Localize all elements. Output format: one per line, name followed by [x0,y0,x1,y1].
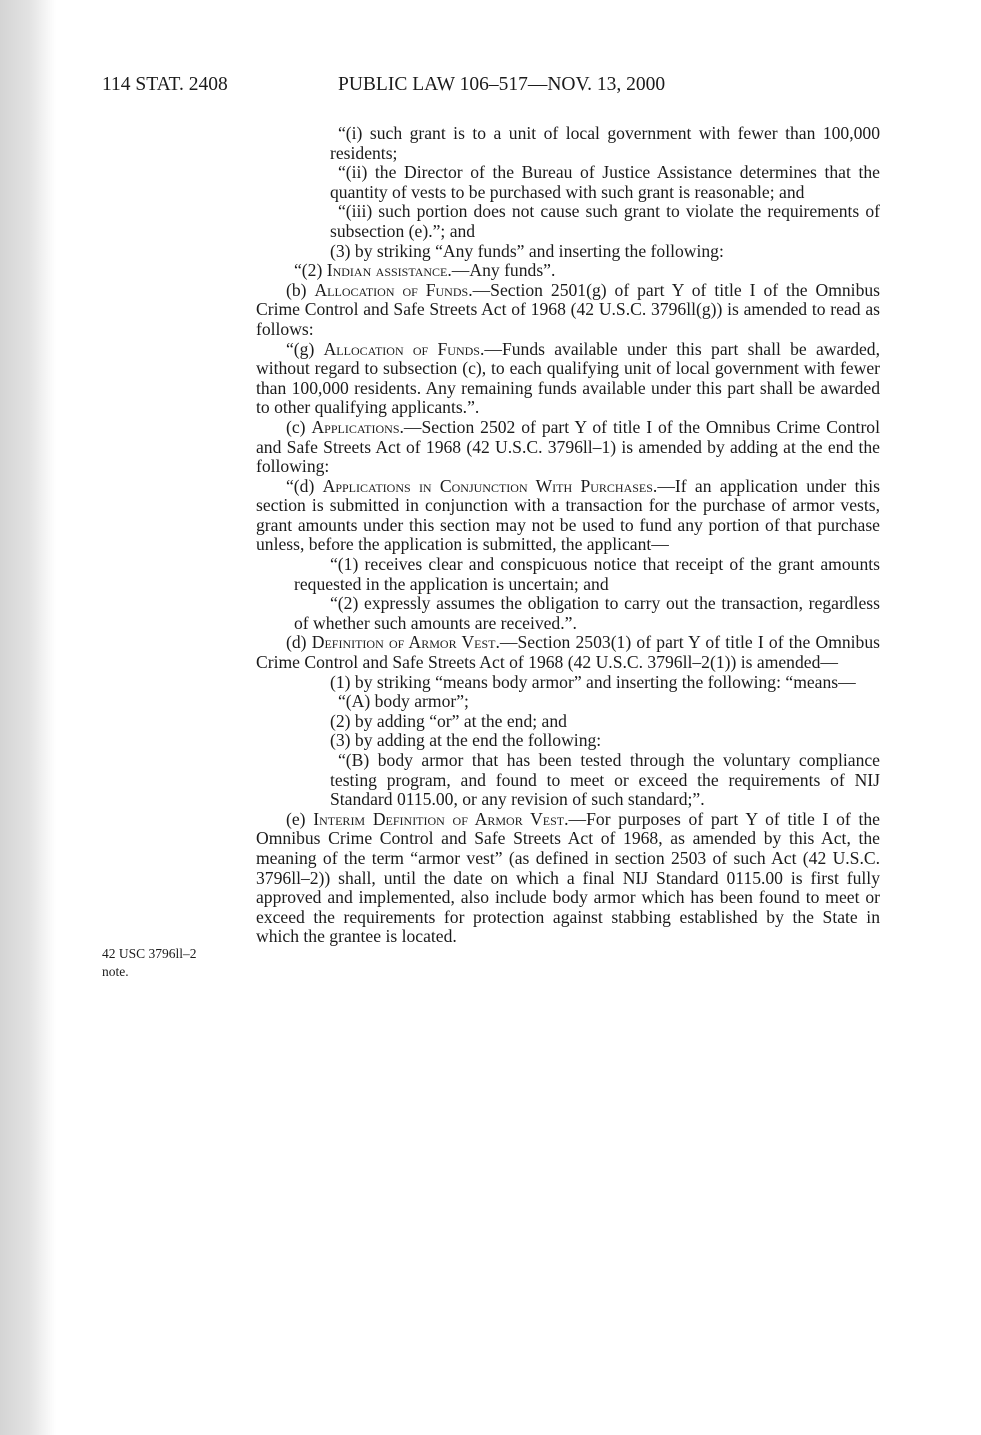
subsection-d-definition [256,633,880,672]
margin-citation-suffix: note. [102,964,129,979]
clause-iii: “(iii) such portion does not cause such grant to violate the requirements of subsection (e).”; and [330,201,880,241]
paragraph-prefix: (e) [286,808,314,829]
margin-citation-note [102,945,197,981]
paragraph-prefix: “(g) [286,338,324,359]
paragraph-indian-assistance [256,261,880,281]
paragraph-1-striking-means: (1) by striking “means body armor” and inserting the following: “means— [330,671,856,692]
margin-citation-line: 42 USC 3796ll–2 [102,946,197,961]
section-heading: Allocation of Funds [323,338,480,359]
paragraph-2-adding-or: (2) by adding “or” at the end; and [330,710,567,731]
page-edge-shadow [0,0,56,1435]
paragraph-text: .—If an application under this section is submitted in conjunction with a transaction for the purchase of armor vests, grant amounts under this section may not be used to fund any portion of that purchase unless, before the application is submitted, the applicant— [256,475,880,555]
paragraph-text: .—For purposes of part Y of title I of the Omnibus Crime Control and Safe Streets Act of 1968, as amended by this Act, the meaning of the term “armor vest” (as defined in section 2503 of such Act (42 U.S.C. 3796ll–2)) shall, until the date on which a final NIJ Standard 0115.00 is first fully approved and implemented, also include body armor which has been found to meet or exceed the requirements for protection against stabbing established by the State in which the grantee is located. [256,808,880,947]
paragraph-3-striking: (3) by striking “Any funds” and inserting the following: [330,240,724,261]
paragraph-prefix: (d) [286,632,312,653]
section-heading: Applications in Conjunction With Purchases [322,475,653,496]
subsection-d-applications-purchases [256,477,880,555]
paragraph-prefix: (c) [286,416,312,437]
subparagraph-a-body-armor: “(A) body armor”; [338,691,469,712]
paragraph-prefix: “(2) [294,260,327,281]
section-heading: Definition of Armor Vest [311,632,496,653]
paragraph-1-notice: “(1) receives clear and conspicuous notice that receipt of the grant amounts requested in the application is uncertain; and [294,554,880,594]
paragraph-prefix: “(d) [286,475,323,496]
statute-body [256,124,880,947]
paragraph-prefix: (b) [286,279,315,300]
subsection-e-interim-definition [256,810,880,947]
public-law-title: PUBLIC LAW 106–517—NOV. 13, 2000 [338,74,666,95]
subsection-g-allocation [256,340,880,418]
section-heading: Indian assistance [326,260,448,281]
subsection-b-allocation [256,281,880,340]
paragraph-text: .—Section 2501(g) of part Y of title I of the Omnibus Crime Control and Safe Streets Act of 1968 (42 U.S.C. 3796ll(g)) is amended to read as follows: [256,279,881,339]
paragraph-text: .—Funds available under this part shall be awarded, without regard to subsection (c), to each qualifying unit of local government with fewer than 100,000 residents. Any remaining funds available under this part shall be awarded to other qualifying applicants.”. [256,338,880,418]
clause-ii: “(ii) the Director of the Bureau of Justice Assistance determines that the quantity of vests to be purchased with such grant is reasonable; and [330,162,880,202]
section-heading: Applications [311,416,400,437]
clause-i: “(i) such grant is to a unit of local government with fewer than 100,000 residents; [330,123,880,163]
paragraph-3-adding-end: (3) by adding at the end the following: [330,730,602,751]
paragraph-2-obligation: “(2) expressly assumes the obligation to carry out the transaction, regardless of whether such amounts are received.”. [294,593,880,633]
section-heading: Allocation of Funds [314,279,469,300]
paragraph-text: .—Section 2502 of part Y of title I of the Omnibus Crime Control and Safe Streets Act of 1968 (42 U.S.C. 3796ll–1) is amended by adding at the end the following: [256,416,880,477]
section-heading: Interim Definition of Armor Vest [313,808,565,829]
paragraph-text: .—Section 2503(1) of part Y of title I of the Omnibus Crime Control and Safe Streets Act of 1968 (42 U.S.C. 3796ll–2(1)) is amended— [256,632,881,673]
subsection-c-applications [256,418,880,477]
statute-page-reference: 114 STAT. 2408 [102,74,228,95]
paragraph-text: .—Any funds”. [447,260,556,281]
subparagraph-b-tested-armor: “(B) body armor that has been tested through the voluntary compliance testing program, and found to meet or exceed the requirements of NIJ Standard 0115.00, or any revision of such standard;”. [330,750,880,810]
